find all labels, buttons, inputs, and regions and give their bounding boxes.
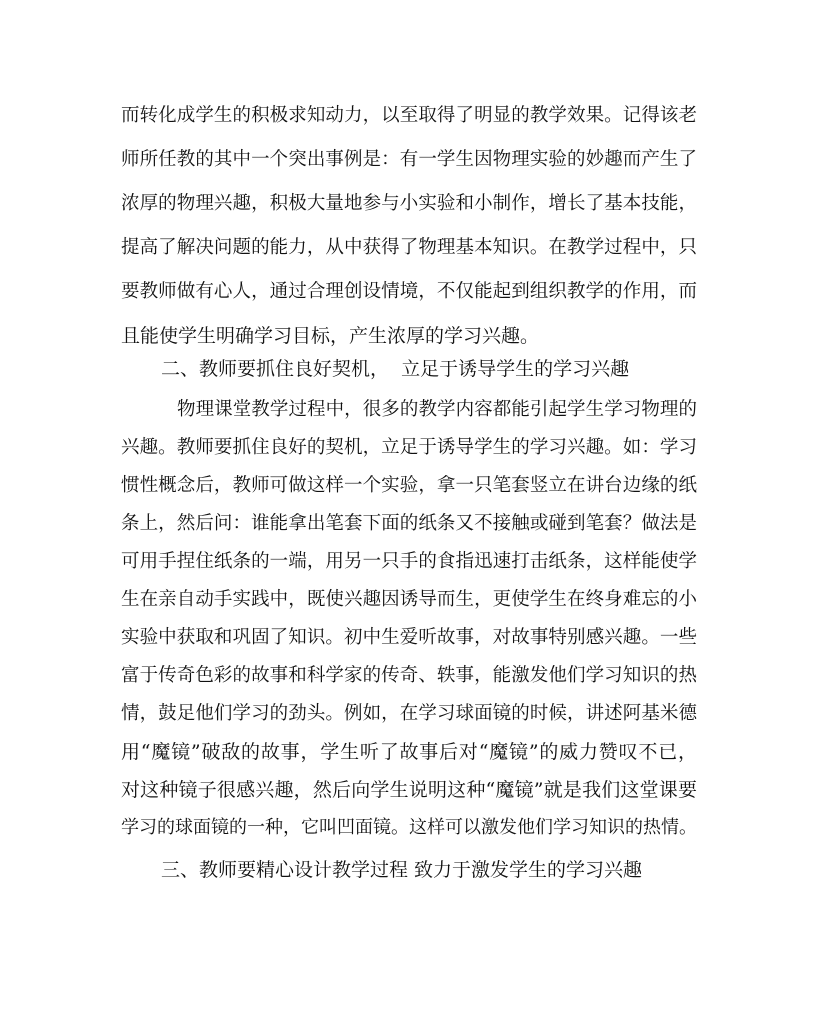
paragraph-line: 富于传奇色彩的故事和科学家的传奇、轶事，能激发他们学习知识的热 — [121, 665, 697, 686]
paragraph-line: 物理课堂教学过程中，很多的教学内容都能引起学生学习物理的 — [177, 399, 697, 420]
paragraph-line: 浓厚的物理兴趣，积极大量地参与小实验和小制作，增长了基本技能， — [121, 193, 697, 214]
paragraph-line: 条上，然后问：谁能拿出笔套下面的纸条又不接触或碰到笔套？做法是 — [121, 513, 697, 534]
section-heading-3: 三、教师要精心设计教学过程 致力于激发学生的学习兴趣 — [161, 859, 643, 881]
paragraph-line: 用“魔镜”破敌的故事，学生听了故事后对“魔镜”的威力赞叹不已， — [121, 741, 697, 763]
paragraph-line: 要教师做有心人，通过合理创设情境，不仅能起到组织教学的作用，而 — [121, 281, 697, 302]
paragraph-line: 对这种镜子很感兴趣，然后向学生说明这种“魔镜”就是我们这堂课要 — [121, 779, 697, 801]
paragraph-line: 而转化成学生的积极求知动力，以至取得了明显的教学效果。记得该老 — [121, 105, 697, 126]
paragraph-line: 提高了解决问题的能力，从中获得了物理基本知识。在教学过程中，只 — [121, 237, 697, 258]
paragraph-line: 师所任教的其中一个突出事例是：有一学生因物理实验的妙趣而产生了 — [121, 149, 697, 170]
paragraph-line: 惯性概念后，教师可做这样一个实验，拿一只笔套竖立在讲台边缘的纸 — [121, 475, 697, 496]
paragraph-line: 实验中获取和巩固了知识。初中生爱听故事，对故事特别感兴趣。一些 — [121, 627, 697, 648]
paragraph-line: 兴趣。教师要抓住良好的契机，立足于诱导学生的学习兴趣。如：学习 — [121, 437, 697, 458]
paragraph-line: 且能使学生明确学习目标，产生浓厚的学习兴趣。 — [121, 325, 540, 347]
paragraph-line: 可用手捏住纸条的一端，用另一只手的食指迅速打击纸条，这样能使学 — [121, 551, 697, 572]
paragraph-line: 情，鼓足他们学习的劲头。例如，在学习球面镜的时候，讲述阿基米德 — [121, 703, 697, 724]
paragraph-line: 生在亲自动手实践中，既使兴趣因诱导而生，更使学生在终身难忘的小 — [121, 589, 697, 610]
section-heading-2: 二、教师要抓住良好契机， 立足于诱导学生的学习兴趣 — [161, 358, 630, 380]
paragraph-line: 学习的球面镜的一种，它叫凹面镜。这样可以激发他们学习知识的热情。 — [121, 817, 697, 838]
